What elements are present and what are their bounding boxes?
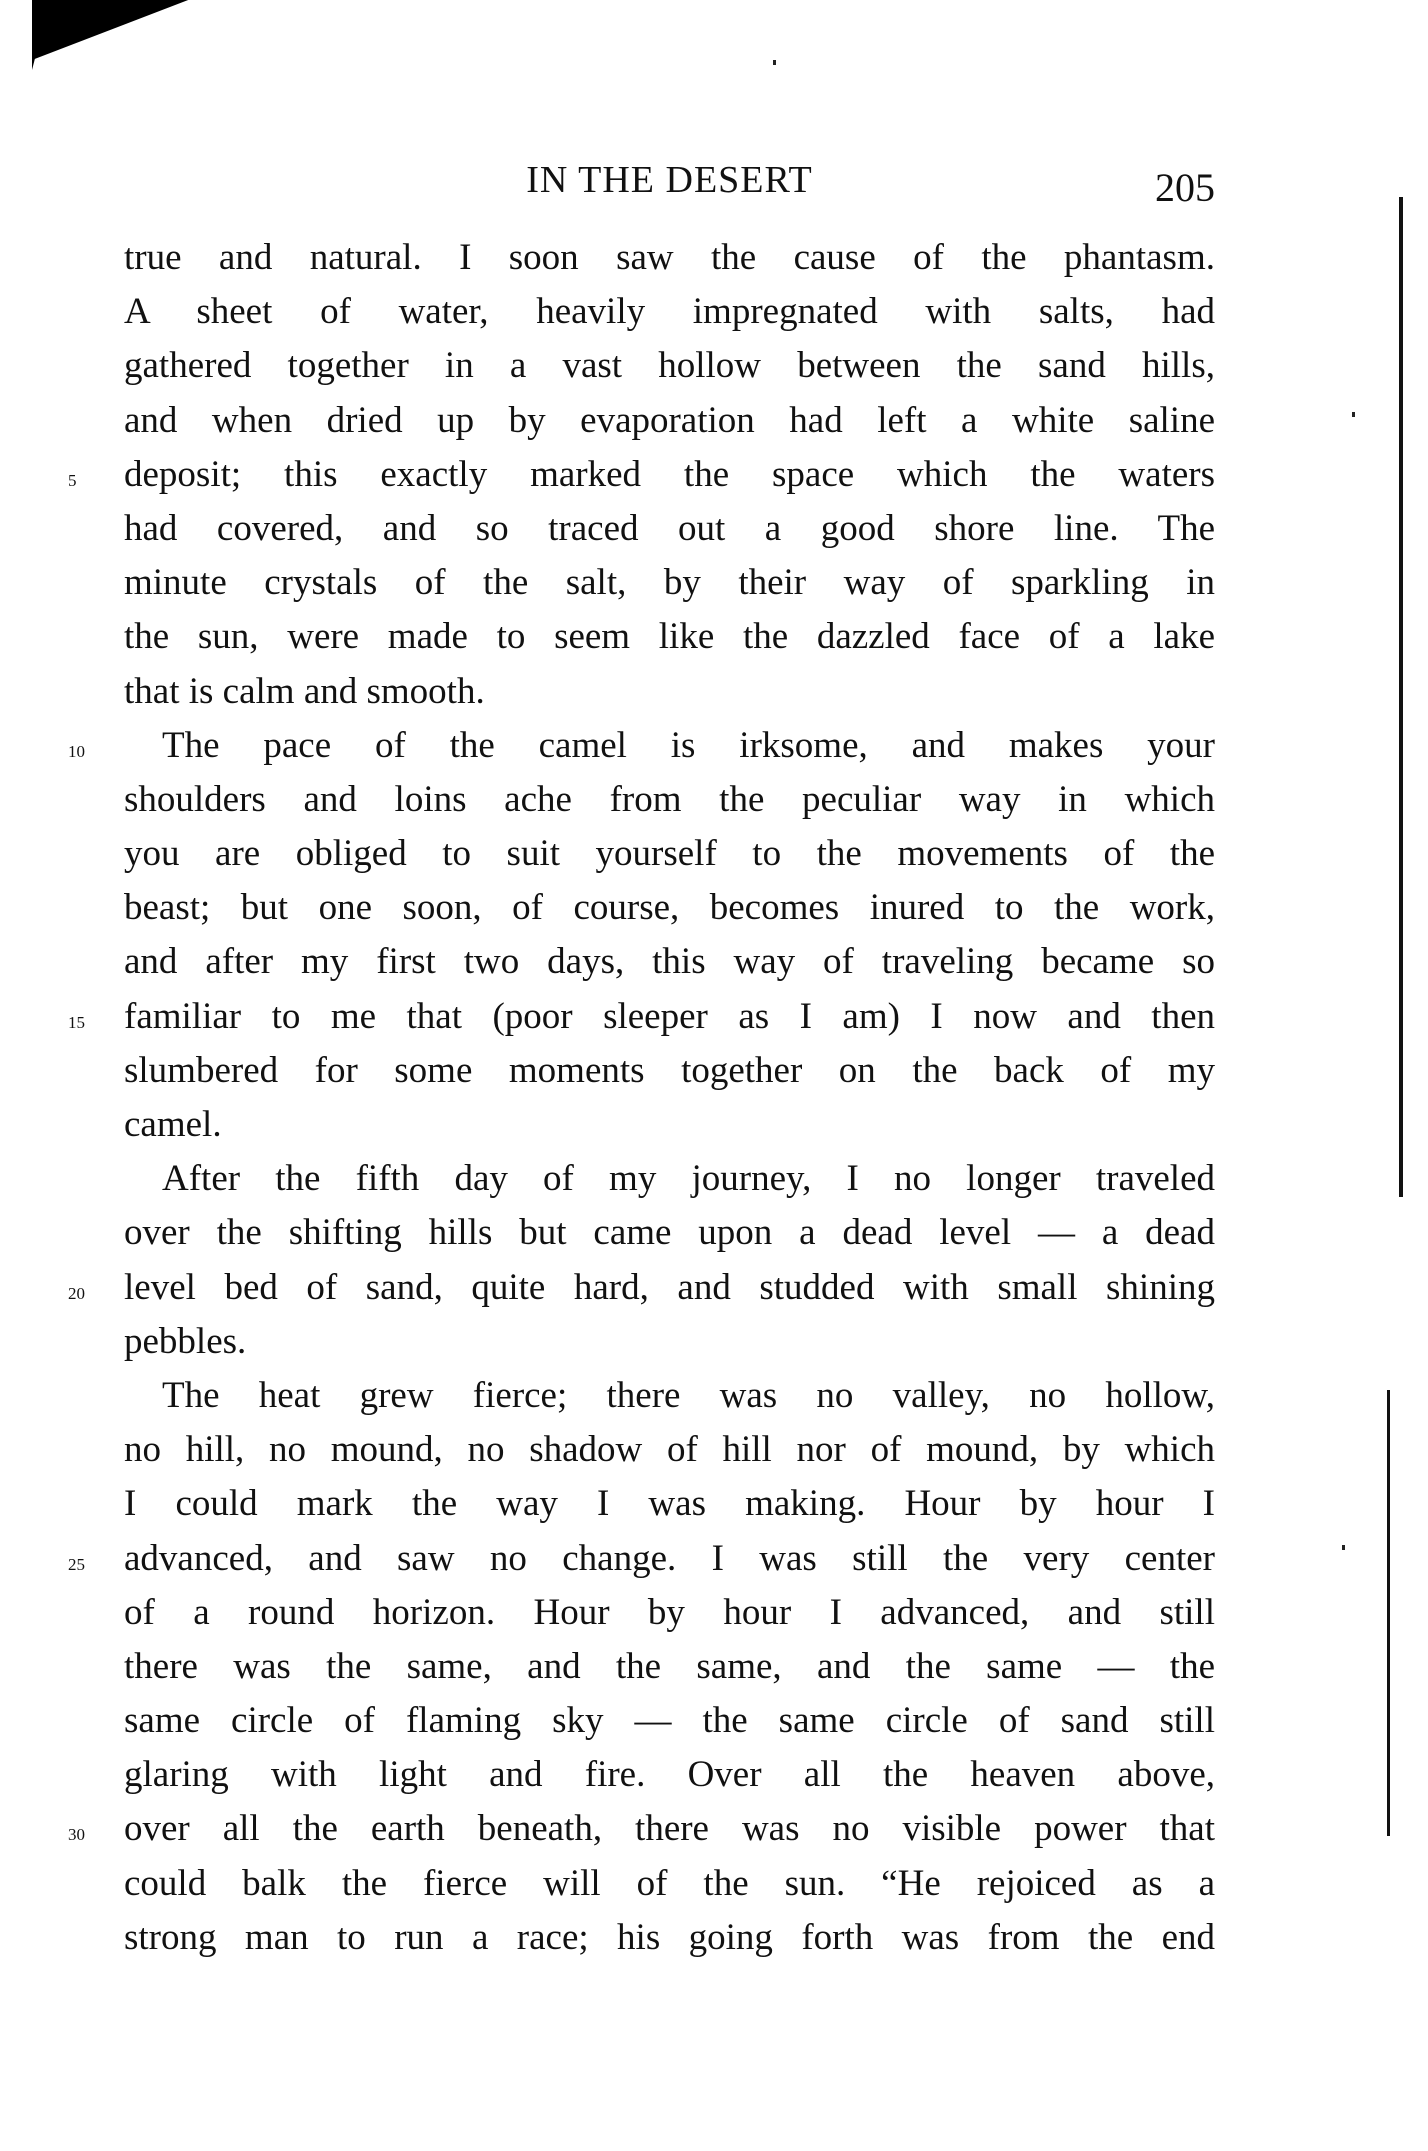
text-line-content: there was the same, and the same, and the same — the <box>124 1645 1215 1687</box>
text-line <box>124 1044 1215 1098</box>
text-line-content: no hill, no mound, no shadow of hill nor of mound, by which <box>124 1429 1215 1471</box>
text-line <box>124 1911 1215 1965</box>
text-line <box>124 935 1215 989</box>
text-line <box>68 1532 1215 1586</box>
text-line-content: the sun, were made to seem like the dazzled face of a lake <box>124 616 1215 658</box>
text-line-content: over the shifting hills but came upon a dead level — a dead <box>124 1212 1215 1254</box>
text-line-content: The pace of the camel is irksome, and makes your <box>162 724 1215 766</box>
text-line-content: true and natural. I soon saw the cause of the phantasm. <box>124 237 1215 278</box>
text-line-content: gathered together in a vast hollow between the sand hills, <box>124 345 1215 387</box>
line-number: 20 <box>68 1283 85 1303</box>
text-line-content: deposit; this exactly marked the space which the waters <box>124 453 1215 495</box>
text-line <box>124 1423 1215 1477</box>
text-line <box>68 1802 1215 1856</box>
text-line-content: of a round horizon. Hour by hour I advanced, and still <box>124 1591 1215 1633</box>
scan-speck <box>1342 1545 1345 1550</box>
line-number: 30 <box>68 1825 85 1845</box>
text-line <box>124 556 1215 610</box>
text-line-content: glaring with light and fire. Over all the heaven above, <box>124 1754 1215 1796</box>
text-line <box>124 1748 1215 1802</box>
text-line <box>124 1857 1215 1911</box>
text-line <box>68 448 1215 502</box>
text-line <box>124 665 1215 719</box>
text-line-content: pebbles. <box>124 1320 247 1362</box>
text-line <box>124 231 1215 285</box>
text-line <box>124 1206 1215 1260</box>
scan-speck <box>1352 412 1355 417</box>
page-number: 205 <box>1155 165 1215 210</box>
text-line-content: had covered, and so traced out a good shore line. The <box>124 507 1215 549</box>
text-line-content: and when dried up by evaporation had left a white saline <box>124 399 1215 441</box>
text-line-content: same circle of flaming sky — the same circle of sand still <box>124 1700 1215 1742</box>
text-line-content: A sheet of water, heavily impregnated with salts, had <box>124 291 1215 333</box>
body-text <box>68 231 1215 1965</box>
text-line <box>124 285 1215 339</box>
text-line <box>124 394 1215 448</box>
text-line-content: slumbered for some moments together on the back of my <box>124 1049 1215 1091</box>
text-line-content: shoulders and loins ache from the peculiar way in which <box>124 778 1215 820</box>
text-line <box>124 610 1215 664</box>
line-number: 5 <box>68 470 77 490</box>
text-line-content: level bed of sand, quite hard, and studded with small shining <box>124 1266 1215 1308</box>
text-line <box>124 1152 1215 1206</box>
text-line-content: The heat grew fierce; there was no valley, no hollow, <box>162 1374 1215 1416</box>
text-line-content: familiar to me that (poor sleeper as I am) I now and then <box>124 995 1215 1037</box>
text-line <box>124 1694 1215 1748</box>
text-line <box>68 990 1215 1044</box>
text-line <box>124 1098 1215 1152</box>
text-line-content: beast; but one soon, of course, becomes inured to the work, <box>124 887 1215 929</box>
text-line <box>124 502 1215 556</box>
scan-speck <box>773 60 776 65</box>
text-line <box>124 1369 1215 1423</box>
text-line-content: camel. <box>124 1104 222 1145</box>
text-line <box>124 881 1215 935</box>
text-line-content: over all the earth beneath, there was no visible power that <box>124 1808 1215 1850</box>
text-line-content: you are obliged to suit yourself to the movements of the <box>124 833 1215 875</box>
running-title: IN THE DESERT <box>526 159 813 201</box>
text-line <box>124 773 1215 827</box>
text-line <box>124 1315 1215 1369</box>
text-line-content: After the fifth day of my journey, I no longer traveled <box>162 1158 1215 1200</box>
text-line-content: and after my first two days, this way of traveling became so <box>124 941 1215 983</box>
text-line-content: that is calm and smooth. <box>124 670 485 712</box>
line-number: 15 <box>68 1012 85 1032</box>
running-header <box>124 158 1215 208</box>
text-line <box>124 1477 1215 1531</box>
text-line <box>124 1586 1215 1640</box>
scan-page-edge <box>1399 197 1403 1197</box>
text-line <box>68 1261 1215 1315</box>
line-number: 10 <box>68 741 85 761</box>
text-line-content: strong man to run a race; his going forth was from the end <box>124 1916 1215 1958</box>
text-line <box>68 719 1215 773</box>
text-line <box>124 827 1215 881</box>
scan-page-edge <box>1387 1390 1390 1836</box>
text-line <box>124 339 1215 393</box>
text-line-content: advanced, and saw no change. I was still the very center <box>124 1537 1215 1579</box>
scan-corner-shadow <box>32 0 247 60</box>
text-line-content: could balk the fierce will of the sun. “He rejoiced as a <box>124 1862 1215 1904</box>
text-line <box>124 1640 1215 1694</box>
text-line-content: minute crystals of the salt, by their way of sparkling in <box>124 562 1215 604</box>
line-number: 25 <box>68 1554 85 1574</box>
text-line-content: I could mark the way I was making. Hour by hour I <box>124 1483 1215 1525</box>
